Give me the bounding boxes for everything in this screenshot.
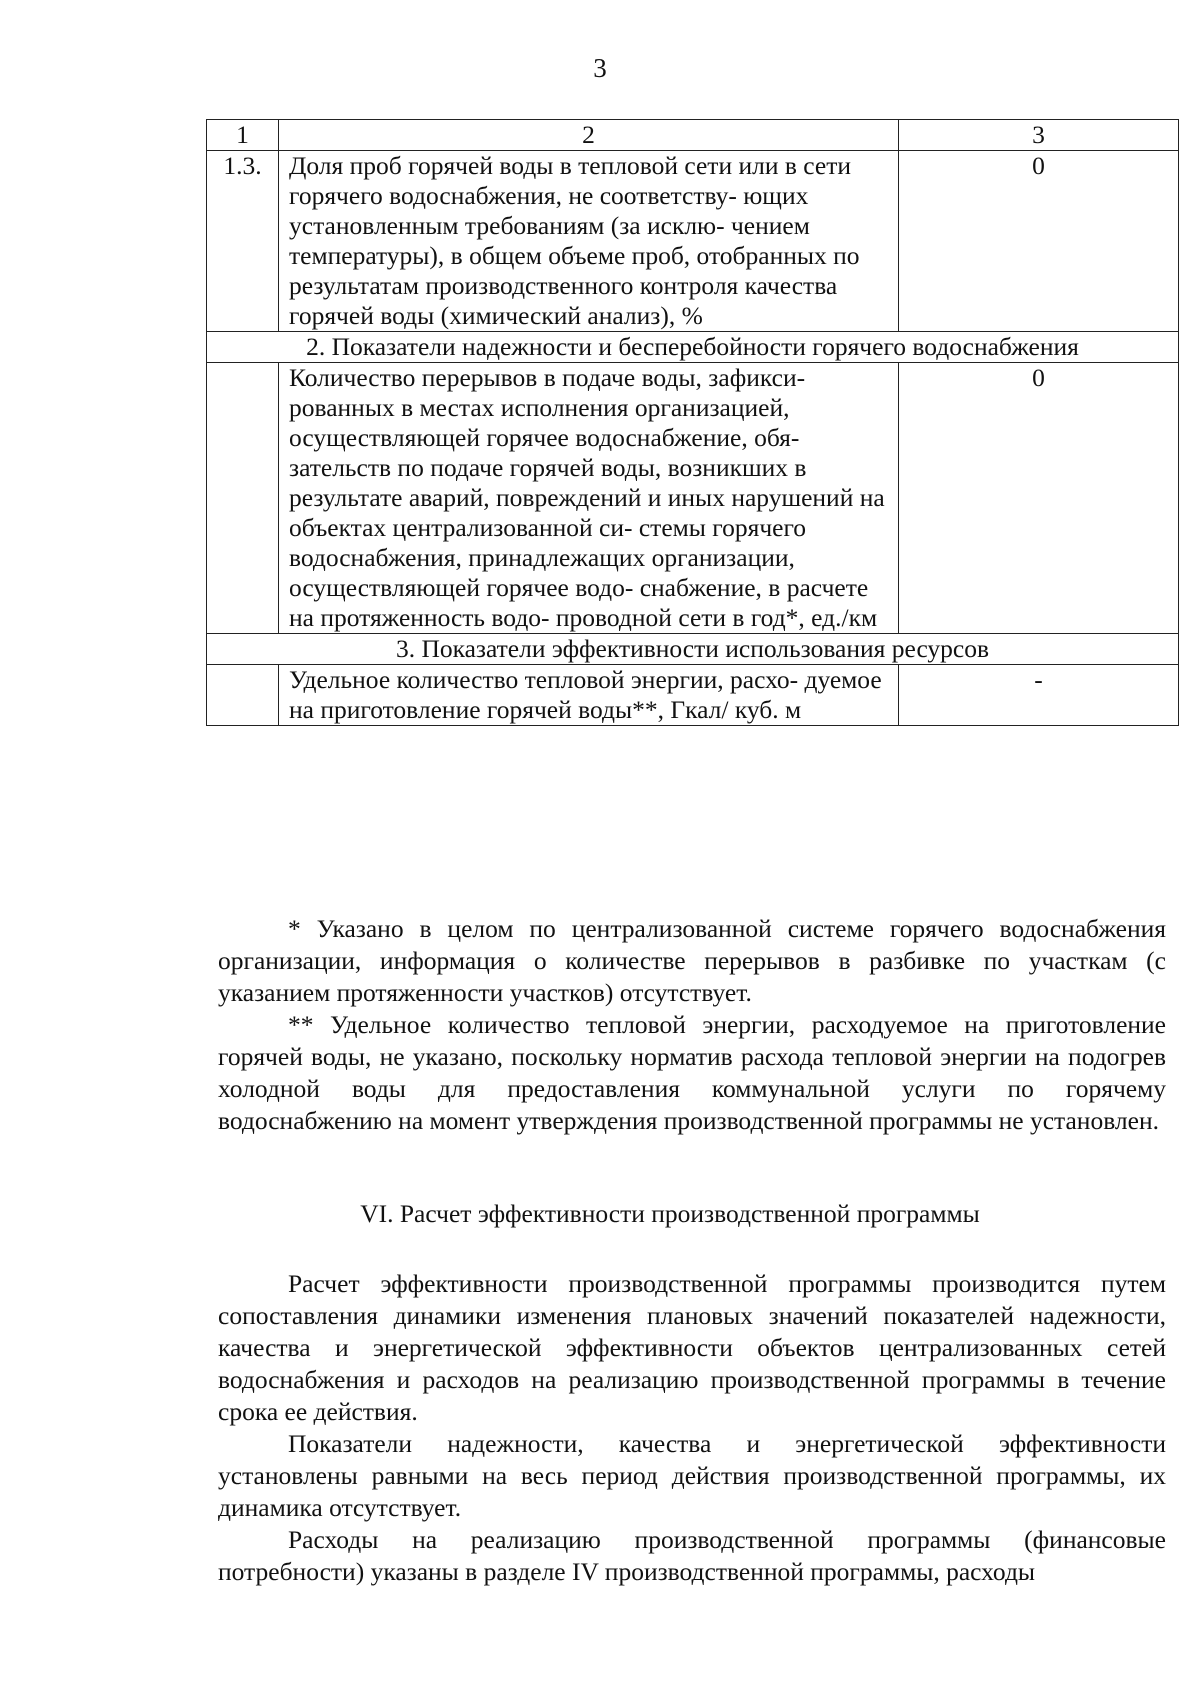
- body-text: [218, 1268, 1166, 1588]
- footnote: ** Удельное количество тепловой энергии, расходуемое на приготовление горячей воды, не указано, поскольку норматив расхода тепловой энергии на подогрев холодной воды для предоставления коммунальной услуги по горячему водоснабжению на момент утверждения производственной программы не установлен.: [218, 1010, 1166, 1135]
- row-value: 0: [899, 363, 1179, 634]
- row-number: [207, 363, 279, 634]
- section-heading: 3. Показатели эффективности использования ресурсов: [207, 634, 1179, 665]
- table-row: [207, 151, 1179, 332]
- row-value: 0: [899, 151, 1179, 332]
- row-text: Доля проб горячей воды в тепловой сети или в сети горячего водоснабжения, не соответству- ющих установленным требованиям (за исклю- чением температуры), в общем объеме проб, отобранных по результатам производственного контроля качества горячей воды (химический анализ), %: [279, 151, 899, 332]
- paragraph: Показатели надежности, качества и энергетической эффективности установлены равными на весь период действия производственной программы, их динамика отсутствует.: [218, 1429, 1166, 1522]
- row-number: 1.3.: [207, 151, 279, 332]
- table-header-cell: 3: [899, 120, 1179, 151]
- paragraph: Расчет эффективности производственной программы производится путем сопоставления динамики изменения плановых значений показателей надежности, качества и энергетической эффективности объектов централизованных сетей водоснабжения и расходов на реализацию производственной программы в течение срока ее действия.: [218, 1269, 1166, 1426]
- table-row: [207, 363, 1179, 634]
- row-text: Количество перерывов в подаче воды, зафикси- рованных в местах исполнения организацией, осуществляющей горячее водоснабжение, обя- зательств по подаче горячей воды, возникших в результате аварий, повреждений и иных нарушений на объектах централизованной си- стемы горячего водоснабжения, принадлежащих организации, осуществляющей горячее водо- снабжение, в расчете на протяженность водо- проводной сети в год*, ед./км: [279, 363, 899, 634]
- table-section-row: [207, 332, 1179, 363]
- footnote: * Указано в целом по централизованной системе горячего водоснабжения организации, информация о количестве перерывов в разбивке по участкам (с указанием протяженности участков) отсутствует.: [218, 914, 1166, 1007]
- table-section-row: [207, 634, 1179, 665]
- table-header-cell: 1: [207, 120, 279, 151]
- section-title: VI. Расчет эффективности производственной программы: [360, 1199, 980, 1228]
- table-header-row: [207, 120, 1179, 151]
- section-heading: 2. Показатели надежности и бесперебойности горячего водоснабжения: [207, 332, 1179, 363]
- row-number: [207, 665, 279, 726]
- paragraph: Расходы на реализацию производственной программы (финансовые потребности) указаны в разделе IV производственной программы, расходы: [218, 1525, 1166, 1586]
- table-header-cell: 2: [279, 120, 899, 151]
- page-number: 3: [593, 53, 607, 83]
- footnotes: [218, 913, 1166, 1137]
- row-text: Удельное количество тепловой энергии, расхо- дуемое на приготовление горячей воды**, Гкал/ куб. м: [279, 665, 899, 726]
- row-value: -: [899, 665, 1179, 726]
- indicators-table: [206, 119, 1179, 726]
- table-row: [207, 665, 1179, 726]
